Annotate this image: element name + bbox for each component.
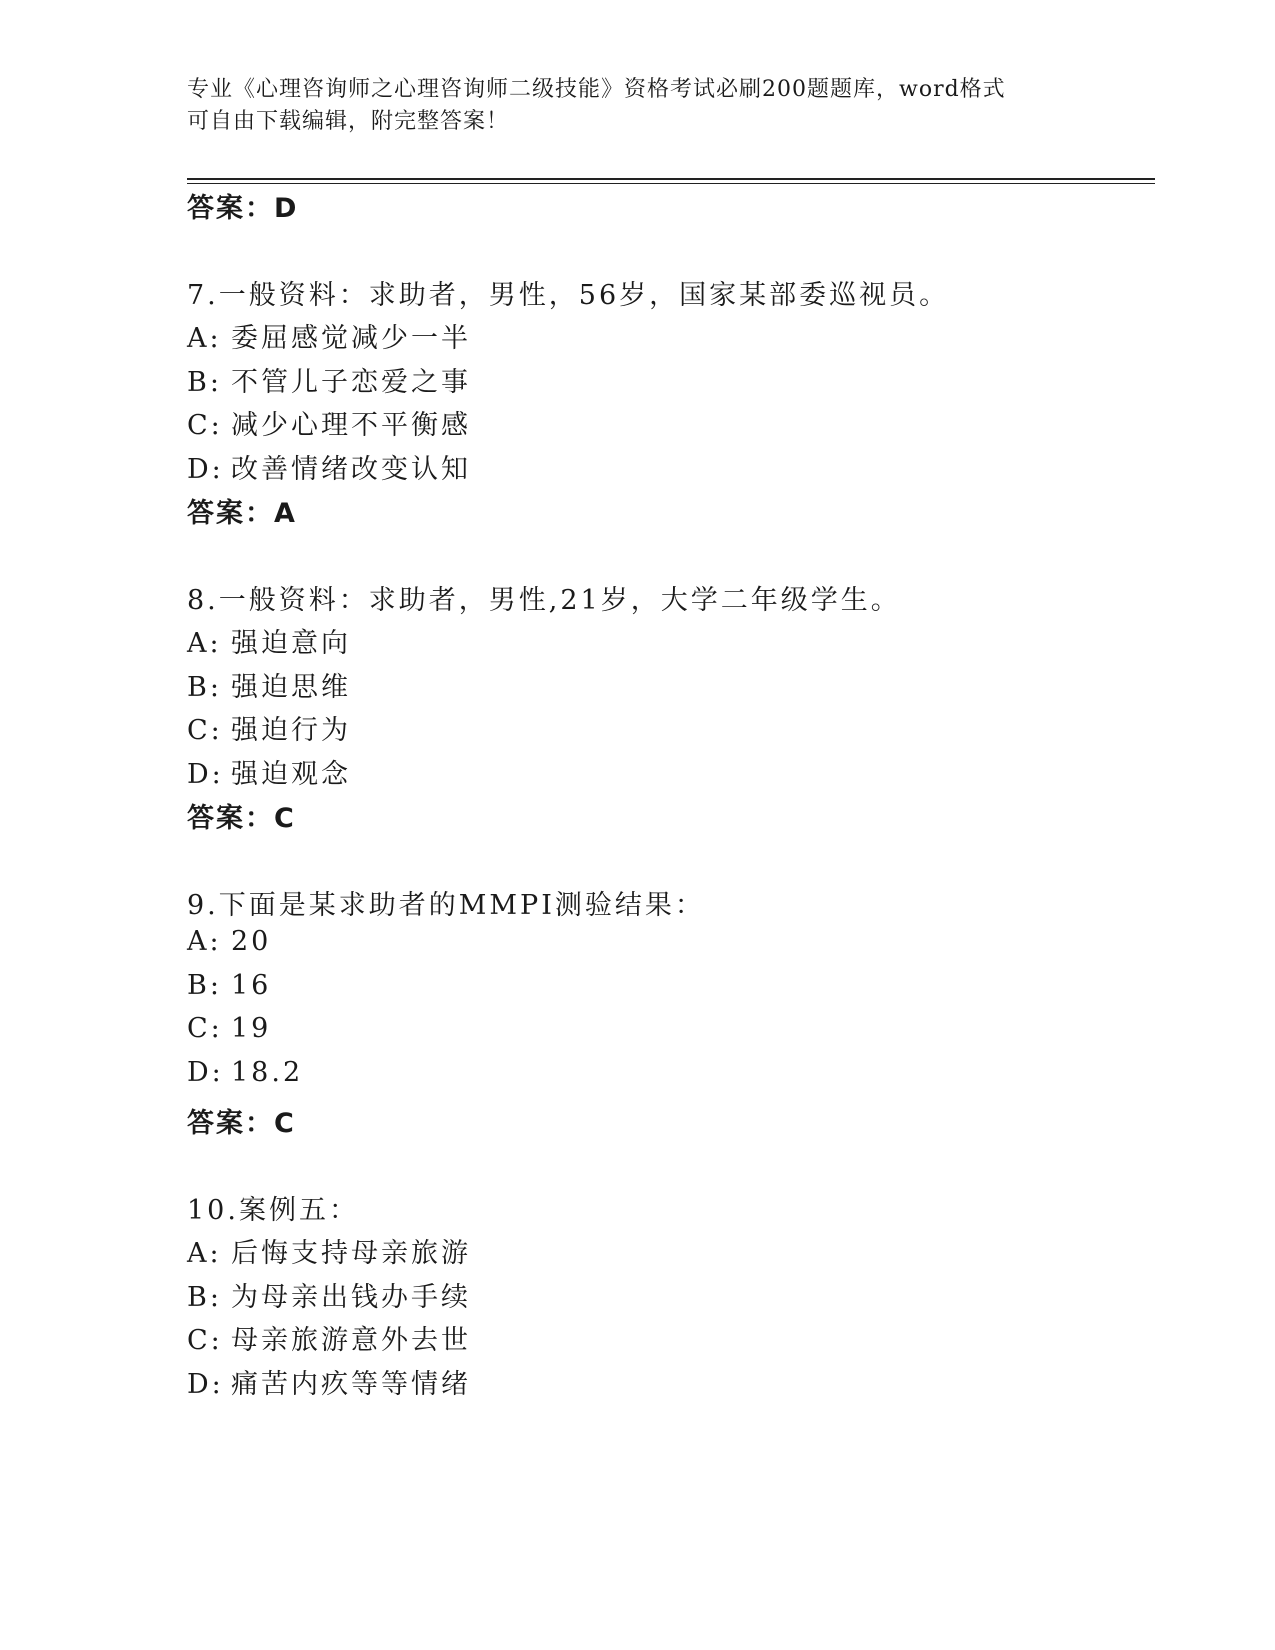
option-label: C: xyxy=(187,1325,223,1356)
option-label: B: xyxy=(187,970,222,1001)
question-10-stem: 10.案例五： xyxy=(187,1195,359,1226)
option-text: 强迫思维 xyxy=(231,672,351,703)
answer-label: 答案： xyxy=(187,803,274,834)
option-label: B: xyxy=(187,367,222,398)
answer-value: A xyxy=(274,498,297,529)
option-text: 痛苦内疚等等情绪 xyxy=(231,1369,471,1400)
option-label: D: xyxy=(187,759,224,790)
answer-label: 答案： xyxy=(187,498,274,529)
question-9-answer xyxy=(187,1101,296,1140)
header-divider xyxy=(187,178,1155,184)
option-text: 减少心理不平衡感 xyxy=(231,410,471,441)
question-7-stem: 7.一般资料：求助者，男性，56岁，国家某部委巡视员。 xyxy=(187,280,950,311)
option-label: D: xyxy=(187,1057,224,1088)
option-label: B: xyxy=(187,672,222,703)
document-header xyxy=(187,74,1087,138)
question-7-option-a xyxy=(187,316,471,355)
question-9-option-a xyxy=(187,926,271,957)
answer-value: C xyxy=(274,803,296,834)
option-text: 委屈感觉减少一半 xyxy=(231,323,471,354)
question-7-option-c xyxy=(187,403,471,442)
option-label: D: xyxy=(187,454,224,485)
question-8-answer xyxy=(187,796,296,835)
question-9-option-c xyxy=(187,1013,271,1044)
option-label: C: xyxy=(187,410,223,441)
option-text: 改善情绪改变认知 xyxy=(231,454,471,485)
answer-prev xyxy=(187,186,298,225)
question-10-option-c xyxy=(187,1318,471,1357)
question-7-option-d xyxy=(187,447,471,486)
answer-value: C xyxy=(274,1108,296,1139)
option-label: A: xyxy=(187,628,222,659)
question-9-stem: 9.下面是某求助者的MMPI测验结果： xyxy=(187,890,705,921)
question-9-option-d xyxy=(187,1057,303,1088)
question-8-option-b xyxy=(187,665,351,704)
question-10-option-b xyxy=(187,1275,471,1314)
option-text: 强迫行为 xyxy=(231,715,351,746)
option-text: 19 xyxy=(231,1013,272,1044)
question-8-option-d xyxy=(187,752,351,791)
answer-label: 答案： xyxy=(187,193,274,224)
question-10-option-a xyxy=(187,1231,471,1270)
option-label: A: xyxy=(187,926,222,957)
option-label: A: xyxy=(187,323,222,354)
question-8-option-a xyxy=(187,621,351,660)
option-text: 母亲旅游意外去世 xyxy=(231,1325,471,1356)
option-text: 强迫观念 xyxy=(231,759,351,790)
option-text: 为母亲出钱办手续 xyxy=(231,1282,471,1313)
option-label: C: xyxy=(187,1013,223,1044)
header-line-2: 可自由下载编辑，附完整答案！ xyxy=(187,109,510,134)
option-text: 18.2 xyxy=(231,1057,304,1088)
option-label: D: xyxy=(187,1369,224,1400)
option-text: 16 xyxy=(231,970,272,1001)
question-8-option-c xyxy=(187,708,351,747)
option-label: B: xyxy=(187,1282,222,1313)
option-label: A: xyxy=(187,1238,222,1269)
option-text: 20 xyxy=(231,926,272,957)
header-line-1: 专业《心理咨询师之心理咨询师二级技能》资格考试必刷200题题库，word格式 xyxy=(187,77,1006,102)
option-text: 强迫意向 xyxy=(231,628,351,659)
option-text: 不管儿子恋爱之事 xyxy=(231,367,471,398)
option-text: 后悔支持母亲旅游 xyxy=(231,1238,471,1269)
question-7-answer xyxy=(187,491,297,530)
answer-label: 答案： xyxy=(187,1108,274,1139)
question-8-stem: 8.一般资料：求助者，男性,21岁，大学二年级学生。 xyxy=(187,585,901,616)
question-10-option-d xyxy=(187,1362,471,1401)
option-label: C: xyxy=(187,715,223,746)
answer-value: D xyxy=(274,193,299,224)
question-7-option-b xyxy=(187,360,471,399)
question-9-option-b xyxy=(187,970,271,1001)
